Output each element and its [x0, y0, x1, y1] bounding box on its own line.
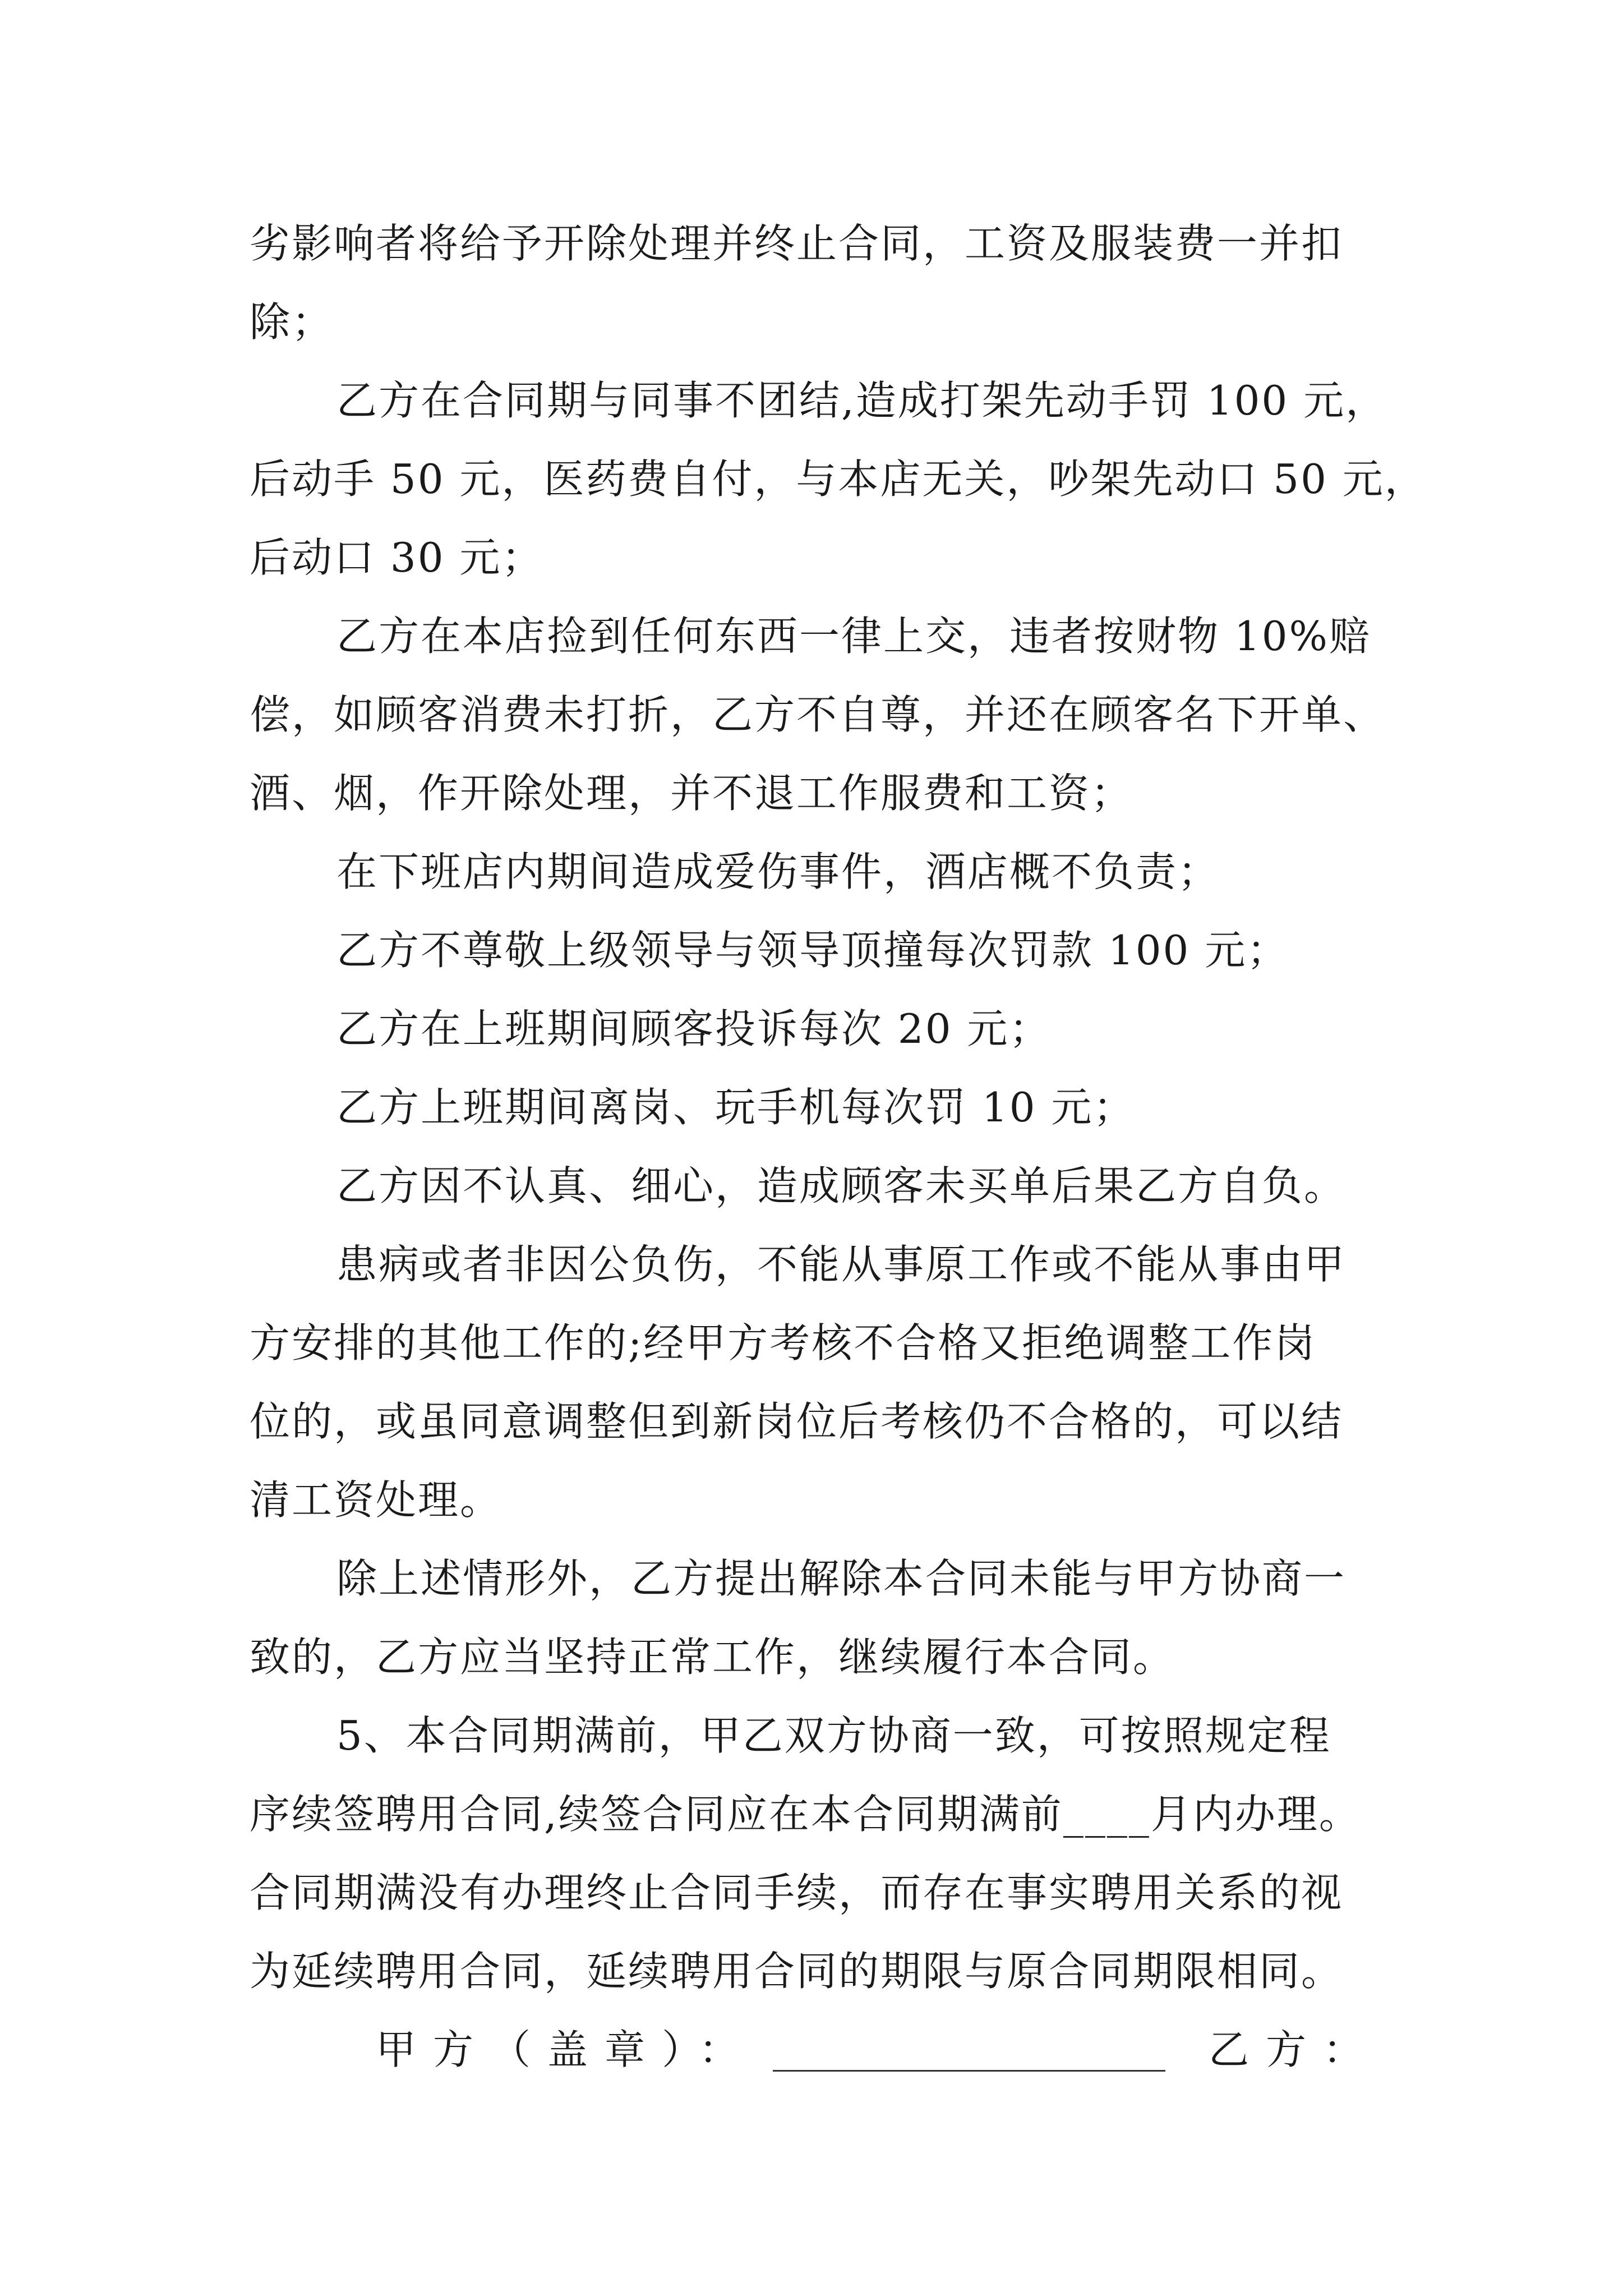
text-line: 乙方在上班期间顾客投诉每次 20 元；: [336, 1005, 1052, 1052]
party-b-label: 乙方：: [1209, 2026, 1381, 2073]
text-line: 乙方不尊敬上级领导与领导顶撞每次罚款 100 元；: [336, 927, 1289, 974]
text-line: 合同期满没有办理终止合同手续，而存在事实聘用关系的视: [250, 1869, 1344, 1916]
text-line: 序续签聘用合同,续签合同应在本合同期满前____月内办理。: [250, 1791, 1361, 1838]
text-line: 除；: [250, 298, 334, 346]
text-line: 后动手 50 元，医药费自付，与本店无关，吵架先动口 50 元，: [250, 455, 1427, 503]
text-line: 患病或者非因公负伤，不能从事原工作或不能从事由甲: [336, 1241, 1347, 1288]
text-line: 乙方因不认真、细心，造成顾客未买单后果乙方自负。: [336, 1162, 1347, 1209]
text-line: 乙方在本店捡到任何东西一律上交，违者按财物 10%赔: [336, 613, 1371, 660]
text-line: 劣影响者将给予开除处理并终止合同，工资及服装费一并扣: [250, 220, 1344, 267]
text-line: 方安排的其他工作的;经甲方考核不合格又拒绝调整工作岗: [250, 1319, 1317, 1366]
party-a-signature-blank: [773, 2070, 1165, 2072]
text-line: 在下班店内期间造成爱伤事件，酒店概不负责；: [336, 848, 1220, 895]
text-line: 位的，或虽同意调整但到新岗位后考核仍不合格的，可以结: [250, 1398, 1344, 1445]
text-line: 后动口 30 元；: [250, 534, 544, 581]
text-line: 为延续聘用合同，延续聘用合同的期限与原合同期限相同。: [250, 1948, 1344, 1995]
text-line: 5、本合同期满前，甲乙双方协商一致，可按照规定程: [336, 1712, 1331, 1759]
text-line: 偿，如顾客消费未打折，乙方不自尊，并还在顾客名下开单、: [250, 691, 1386, 738]
text-line: 乙方在合同期与同事不团结,造成打架先动手罚 100 元，: [336, 377, 1388, 424]
text-line: 除上述情形外，乙方提出解除本合同未能与甲方协商一: [336, 1555, 1347, 1602]
text-line: 致的，乙方应当坚持正常工作，继续履行本合同。: [250, 1634, 1175, 1681]
text-line: 乙方上班期间离岗、玩手机每次罚 10 元；: [336, 1084, 1136, 1131]
text-line: 清工资处理。: [250, 1476, 502, 1524]
party-a-seal-label: 甲方（盖章）：: [376, 2026, 757, 2073]
text-line: 酒、烟，作开除处理，并不退工作服费和工资；: [250, 770, 1133, 817]
